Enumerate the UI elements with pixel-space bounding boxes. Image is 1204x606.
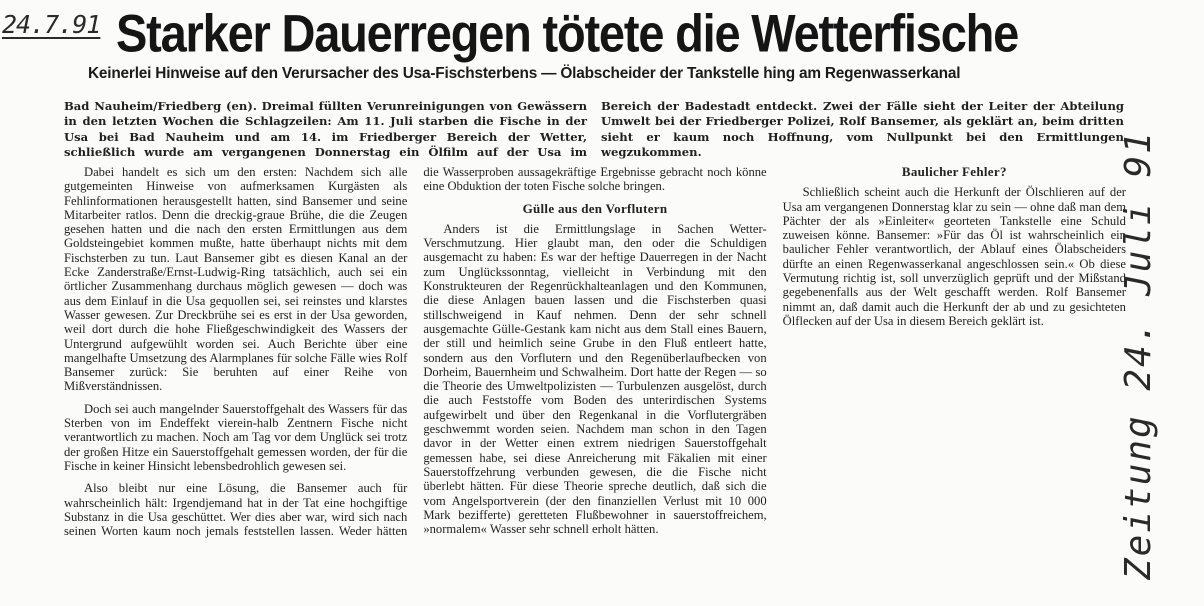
body-paragraph: Doch sei auch mangelnder Sauerstoffgehalt des Wassers für das Sterben von im Endeffekt vierein-halb Zentnern Fische nicht verantwortlich zu machen. Noch am Tag vor dem Unglück sei trotz der großen Hitze ein Sauerstoffgehalt gemessen worden, der für die Fische in keiner Hinsicht lebensbedrohlich gewesen sei. — [64, 401, 408, 473]
lead-paragraph: Bad Nauheim/Friedberg (en). Dreimal füllten Verunreinigungen von Gewässern in den letzten Wochen die Schlagzeilen: Am 11. Juli starben die Fische in der Usa bei Bad Nauheim und am 14. im Friedberger Bereich der Wetter, schließlich wurde am vergangenen Donnerstag ein Ölfilm auf der Usa im Bereich der Badestadt entdeckt. Zwei der Fälle sieht der Leiter der Abteilung Umwelt bei der Friedberger Polizei, Rolf Bansemer, als geklärt an, beim dritten sieht er kaum noch Hoffnung, vom Nullpunkt bei den Ermittlungen wegzukommen. — [64, 99, 1124, 159]
article-subheadline: Keinerlei Hinweise auf den Verursacher des Usa-Fischsterbens — Ölabscheider der Tankstelle hing am Regenwasserkanal — [88, 65, 961, 82]
handwritten-margin-note: Zeitung 24. Juli 91 — [1118, 130, 1159, 580]
body-paragraph: Schließlich scheint auch die Herkunft der Ölschlieren auf der Usa am vergangenen Donnerstag klar zu sein — ohne daß man dem Pächter der als »Einleiter« georteten Tankstelle eine Schuld zuweisen könne. Bansemer: »Für das Öl ist wahrscheinlich ein baulicher Fehler verantwortlich, der Ablauf eines Ölabscheiders dürfte an einen Regenwasserkanal angeschlossen sein.« Ob diese Vermutung richtig ist, soll unverzüglich geprüft und der Mißstand gegebenenfalls aus der Welt geschafft werden. Rolf Bansemer nimmt an, daß damit auch die Herkunft der ab und zu gesichteten Ölflecken auf der Usa in diesem Bereich geklärt ist. — [782, 185, 1126, 328]
article-body — [64, 165, 1126, 550]
section-heading-guelle: Gülle aus den Vorflutern — [522, 200, 668, 216]
handwritten-date: 24.7.91 — [2, 10, 101, 39]
article-lead — [64, 99, 1124, 160]
body-paragraph: Anders ist die Ermittlungslage in Sachen Wetter-Verschmutzung. Hier glaubt man, den oder die Schuldigen ausgemacht zu haben: Es war der heftige Dauerregen in der Nacht zum Unglückssonntag, vielleicht in Verbindung mit den Konstrukteuren der Regenrückhalteanlagen und den Kommunen, die diese Anlagen bauen lassen und die Fischsterben quasi stillschweigend in Kauf nehmen. Denn der sehr schnell ausgemachte Gülle-Gestank kam nicht aus dem Stall eines Bauern, der still und heimlich seine Grube in den Fluß entleert hatte, sondern aus den Vorflutern und den Regenüberlaufbecken von Dorheim, Bauernheim und Schwalheim. Dort hatte der Regen — so die Theorie des Umweltpolizisten — Turbulenzen ausgelöst, durch die auch Feststoffe vom Boden des unterirdischen Systems aufgewirbelt und über den Regenkanal in die Vorflutergräben geschwemmt worden seien. Nachdem man schon in den Tagen davor in der Wetter einen extrem niedrigen Sauerstoffgehalt gemessen habe, sei diese Anreicherung mit Fäkalien mit einer Sauerstoffzehrung verbunden gewesen, die die Fische nicht überlebt hätten. Für diese Theorie spreche deutlich, daß sich die vom Angelsportverein (der den finanziellen Verlust mit 10 000 Mark bezifferte) geretteten Flußbewohner in sauerstoffreichem, »normalem« Wasser sehr schnell erholt hätten. — [423, 221, 767, 537]
article-headline: Starker Dauerregen tötete die Wetterfische — [116, 3, 1019, 63]
section-heading-baulicher-fehler: Baulicher Fehler? — [901, 164, 1007, 179]
body-paragraph: Dabei handelt es sich um den ersten: Nachdem sich alle gutgemeinten Hinweise von aufmerksamen Kurgästen als Fehlinformationen herausgestellt hatten, sind Bansemer und seine Mitarbeiter ratlos. Denn die dreckig-graue Brühe, die die Zeugen gesehen hatten und die nach den ersten Ermittlungen aus dem Goldsteingebiet kommen mußte, hatte überhaupt nichts mit dem Fischsterben zu tun. Laut Bansemer gibt es diesen Kanal an der Ecke Zanderstraße/Ernst-Ludwig-Ring tatsächlich, auch sei ein örtlicher Zusammenhang durchaus möglich gewesen — doch was aus dem Einlauf in die Usa gequollen sei, sei reinstes und klarstes Wasser gewesen. Zur Dreckbrühe sei es erst in der Usa geworden, weil dort durch die hohe Fließgeschwindigkeit des Wassers der Untergrund aufgewühlt worden sei. Auch Berichte über eine mangelhafte Umsetzung des Alarmplanes für solche Fälle wies Rolf Bansemer zurück: Sie beruhten auf einer Reihe von Mißverständnissen. — [64, 165, 408, 394]
body-paragraph: Also bleibt nur eine Lösung, die Bansemer auch für wahrscheinlich hält: Irgendjemand hat in der Tat eine hochgiftige Substanz in die Usa geschüttet. Wer dies aber war, wird sich nach seinen Worten kaum noch jemals feststellen lassen. Weder hätten die Wasserproben aussagekräftige Ergebnisse gebracht noch könne eine Obduktion der toten Fische solche bringen. — [64, 165, 767, 539]
